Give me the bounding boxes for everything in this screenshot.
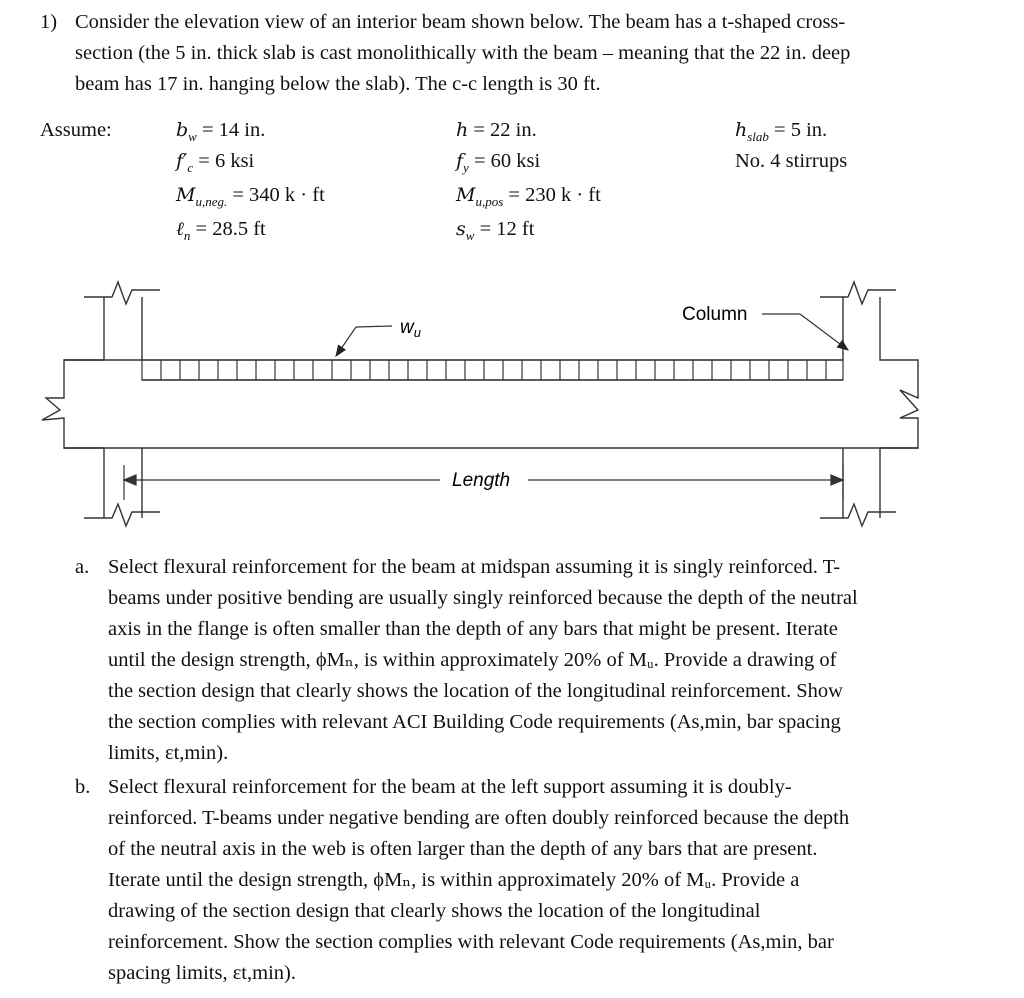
part-a-line: axis in the flange is often smaller than the depth of any bars that might be present. Iterate xyxy=(108,618,838,640)
param-fc: $f'_c = 6$ ksi xyxy=(176,150,255,175)
part-a-line: Select flexural reinforcement for the beam at midspan assuming it is singly reinforced. T- xyxy=(108,556,841,578)
part-a-letter: a. xyxy=(75,556,90,578)
part-a-line: until the design strength, ϕMₙ, is within approximately 20% of Mᵤ. Provide a drawing of xyxy=(108,649,837,671)
question-line: section (the 5 in. thick slab is cast monolithically with the beam – meaning that the 22 in. deep xyxy=(75,42,851,64)
part-b-line: Select flexural reinforcement for the beam at the left support assuming it is doubly- xyxy=(108,776,792,798)
part-b-line: reinforcement. Show the section complies with relevant Code requirements (As,min, bar xyxy=(108,931,834,953)
part-b-line: Iterate until the design strength, ϕMₙ, is within approximately 20% of Mᵤ. Provide a xyxy=(108,869,800,891)
load-label: $w_u$ xyxy=(400,317,421,340)
distributed-load xyxy=(142,360,843,380)
part-a-line: the section design that clearly shows the location of the longitudinal reinforcement. Show xyxy=(108,680,843,702)
beam-elevation-diagram xyxy=(0,270,1024,540)
left-column-top-break xyxy=(84,282,160,304)
column-label: Column xyxy=(682,304,748,325)
param-ln: ℓ$_n$ = 28.5 ft xyxy=(176,218,266,243)
right-column-top-break xyxy=(820,282,896,304)
param-bw: $b_w = 14$ in. xyxy=(176,119,266,144)
part-b-line: of the neutral axis in the web is often larger than the depth of any bars that are present. xyxy=(108,838,818,860)
question-text xyxy=(75,7,975,100)
part-a-line: limits, εt,min). xyxy=(108,742,229,764)
param-hslab: $h_{slab} = 5$ in. xyxy=(735,119,828,144)
question-line: Consider the elevation view of an interior beam shown below. The beam has a t-shaped cross- xyxy=(75,11,846,33)
assume-label: Assume: xyxy=(40,119,112,141)
param-stirrups: No. 4 stirrups xyxy=(735,150,848,172)
param-mu-neg: $M_{u,neg.} = 340$ k · ft xyxy=(176,184,325,209)
param-fy: $f_y = 60$ ksi xyxy=(456,150,541,175)
length-label: Length xyxy=(452,470,511,491)
part-b-line: spacing limits, εt,min). xyxy=(108,962,296,984)
question-number: 1) xyxy=(40,11,58,33)
part-a-line: beams under positive bending are usually singly reinforced because the depth of the neutral xyxy=(108,587,858,609)
param-sw: $s_w = 12$ ft xyxy=(456,218,535,243)
param-h: h = 22 in. xyxy=(456,119,537,141)
right-column-bottom-break xyxy=(820,504,896,526)
part-a-body xyxy=(108,552,945,769)
question-line: beam has 17 in. hanging below the slab). The c-c length is 30 ft. xyxy=(75,73,601,95)
part-a-line: the section complies with relevant ACI Building Code requirements (As,min, bar spacing xyxy=(108,711,841,733)
part-b-line: drawing of the section design that clearly shows the location of the longitudinal xyxy=(108,900,761,922)
right-column xyxy=(880,297,918,518)
left-column-bottom-break xyxy=(84,504,160,526)
left-column xyxy=(42,297,104,518)
part-b-line: reinforced. T-beams under negative bending are often doubly reinforced because the depth xyxy=(108,807,850,829)
part-b-letter: b. xyxy=(75,776,91,798)
param-mu-pos: $M_{u,pos} = 230$ k · ft xyxy=(456,184,601,209)
part-b-body xyxy=(108,772,945,989)
